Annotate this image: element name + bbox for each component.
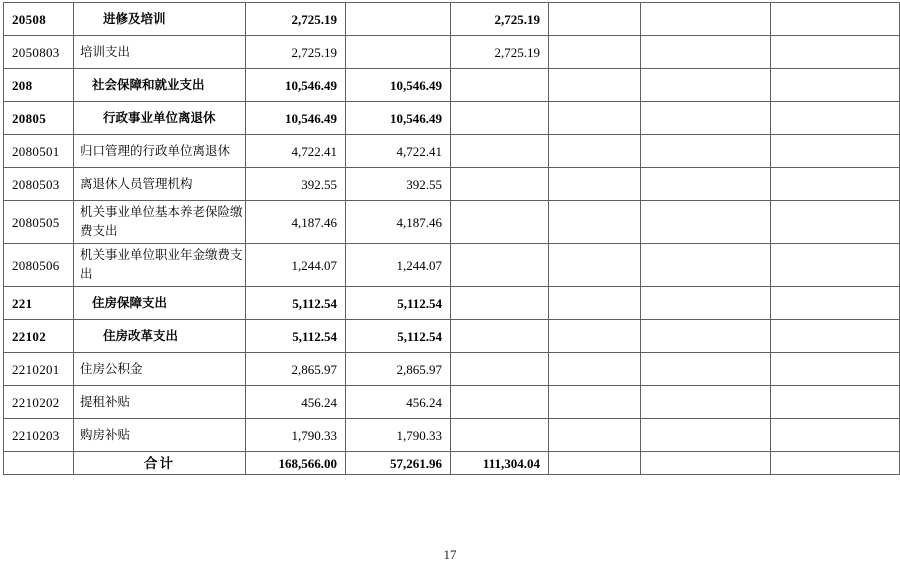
amount-cell-1: 2,865.97 bbox=[246, 353, 346, 386]
empty-cell-1 bbox=[549, 3, 641, 36]
expense-code-cell: 20508 bbox=[4, 3, 74, 36]
expense-name-cell: 行政事业单位离退休 bbox=[74, 102, 246, 135]
amount-cell-2: 5,112.54 bbox=[346, 287, 451, 320]
expense-name-cell: 社会保障和就业支出 bbox=[74, 69, 246, 102]
document-page bbox=[0, 2, 900, 579]
amount-cell-3 bbox=[451, 201, 549, 244]
amount-cell-3 bbox=[451, 320, 549, 353]
empty-cell-2 bbox=[641, 201, 771, 244]
amount-cell-2 bbox=[346, 3, 451, 36]
empty-cell-2 bbox=[641, 69, 771, 102]
amount-cell-2: 2,865.97 bbox=[346, 353, 451, 386]
expense-code-cell: 20805 bbox=[4, 102, 74, 135]
amount-cell-2: 57,261.96 bbox=[346, 452, 451, 475]
amount-cell-3 bbox=[451, 353, 549, 386]
empty-cell-1 bbox=[549, 201, 641, 244]
expense-name-cell: 住房公积金 bbox=[74, 353, 246, 386]
expense-name-cell: 住房保障支出 bbox=[74, 287, 246, 320]
amount-cell-2: 10,546.49 bbox=[346, 69, 451, 102]
empty-cell-3 bbox=[771, 287, 900, 320]
empty-cell-1 bbox=[549, 320, 641, 353]
empty-cell-2 bbox=[641, 3, 771, 36]
empty-cell-3 bbox=[771, 386, 900, 419]
amount-cell-3 bbox=[451, 287, 549, 320]
empty-cell-1 bbox=[549, 102, 641, 135]
empty-cell-3 bbox=[771, 201, 900, 244]
empty-cell-3 bbox=[771, 36, 900, 69]
amount-cell-2: 392.55 bbox=[346, 168, 451, 201]
table-row bbox=[4, 201, 900, 244]
amount-cell-2 bbox=[346, 36, 451, 69]
amount-cell-2: 10,546.49 bbox=[346, 102, 451, 135]
empty-cell-1 bbox=[549, 36, 641, 69]
expense-name-cell: 住房改革支出 bbox=[74, 320, 246, 353]
table-row bbox=[4, 69, 900, 102]
expense-name-cell: 培训支出 bbox=[74, 36, 246, 69]
empty-cell-1 bbox=[549, 168, 641, 201]
expense-code-cell: 2050803 bbox=[4, 36, 74, 69]
empty-cell-2 bbox=[641, 244, 771, 287]
amount-cell-3 bbox=[451, 386, 549, 419]
amount-cell-3 bbox=[451, 244, 549, 287]
expense-code-cell: 2210201 bbox=[4, 353, 74, 386]
amount-cell-1: 10,546.49 bbox=[246, 102, 346, 135]
empty-cell-3 bbox=[771, 320, 900, 353]
expense-code-cell: 2210202 bbox=[4, 386, 74, 419]
expense-name-cell: 提租补贴 bbox=[74, 386, 246, 419]
amount-cell-2: 456.24 bbox=[346, 386, 451, 419]
amount-cell-1: 4,187.46 bbox=[246, 201, 346, 244]
amount-cell-1: 1,244.07 bbox=[246, 244, 346, 287]
amount-cell-3: 2,725.19 bbox=[451, 3, 549, 36]
expense-name-cell: 进修及培训 bbox=[74, 3, 246, 36]
expense-name-cell: 合计 bbox=[74, 452, 246, 475]
empty-cell-2 bbox=[641, 287, 771, 320]
empty-cell-3 bbox=[771, 102, 900, 135]
amount-cell-1: 1,790.33 bbox=[246, 419, 346, 452]
amount-cell-3 bbox=[451, 102, 549, 135]
empty-cell-2 bbox=[641, 353, 771, 386]
table-row bbox=[4, 102, 900, 135]
empty-cell-2 bbox=[641, 452, 771, 475]
amount-cell-2: 5,112.54 bbox=[346, 320, 451, 353]
page-number: 17 bbox=[443, 547, 457, 562]
amount-cell-3 bbox=[451, 168, 549, 201]
budget-table-body bbox=[4, 3, 900, 475]
table-row bbox=[4, 135, 900, 168]
amount-cell-1: 5,112.54 bbox=[246, 320, 346, 353]
expense-code-cell: 2210203 bbox=[4, 419, 74, 452]
table-row bbox=[4, 168, 900, 201]
expense-name-cell: 归口管理的行政单位离退休 bbox=[74, 135, 246, 168]
empty-cell-2 bbox=[641, 320, 771, 353]
expense-code-cell: 2080506 bbox=[4, 244, 74, 287]
empty-cell-1 bbox=[549, 419, 641, 452]
amount-cell-2: 4,722.41 bbox=[346, 135, 451, 168]
expense-name-cell: 机关事业单位职业年金缴费支出 bbox=[74, 244, 246, 287]
expense-code-cell bbox=[4, 452, 74, 475]
empty-cell-1 bbox=[549, 244, 641, 287]
amount-cell-1: 456.24 bbox=[246, 386, 346, 419]
empty-cell-2 bbox=[641, 102, 771, 135]
empty-cell-3 bbox=[771, 3, 900, 36]
table-row bbox=[4, 353, 900, 386]
amount-cell-2: 1,244.07 bbox=[346, 244, 451, 287]
empty-cell-1 bbox=[549, 353, 641, 386]
amount-cell-1: 2,725.19 bbox=[246, 36, 346, 69]
empty-cell-2 bbox=[641, 168, 771, 201]
expense-code-cell: 2080505 bbox=[4, 201, 74, 244]
table-row bbox=[4, 452, 900, 475]
empty-cell-1 bbox=[549, 135, 641, 168]
empty-cell-2 bbox=[641, 135, 771, 168]
expense-code-cell: 2080501 bbox=[4, 135, 74, 168]
table-row bbox=[4, 320, 900, 353]
table-row bbox=[4, 244, 900, 287]
amount-cell-1: 2,725.19 bbox=[246, 3, 346, 36]
budget-table bbox=[3, 2, 900, 475]
empty-cell-3 bbox=[771, 244, 900, 287]
empty-cell-3 bbox=[771, 419, 900, 452]
empty-cell-3 bbox=[771, 135, 900, 168]
amount-cell-1: 5,112.54 bbox=[246, 287, 346, 320]
empty-cell-3 bbox=[771, 353, 900, 386]
empty-cell-3 bbox=[771, 452, 900, 475]
amount-cell-2: 1,790.33 bbox=[346, 419, 451, 452]
empty-cell-3 bbox=[771, 168, 900, 201]
amount-cell-3: 2,725.19 bbox=[451, 36, 549, 69]
expense-code-cell: 208 bbox=[4, 69, 74, 102]
amount-cell-1: 168,566.00 bbox=[246, 452, 346, 475]
empty-cell-2 bbox=[641, 419, 771, 452]
expense-code-cell: 221 bbox=[4, 287, 74, 320]
empty-cell-1 bbox=[549, 452, 641, 475]
table-row bbox=[4, 36, 900, 69]
amount-cell-3 bbox=[451, 135, 549, 168]
expense-code-cell: 22102 bbox=[4, 320, 74, 353]
expense-name-cell: 机关事业单位基本养老保险缴费支出 bbox=[74, 201, 246, 244]
amount-cell-3: 111,304.04 bbox=[451, 452, 549, 475]
table-row bbox=[4, 386, 900, 419]
expense-code-cell: 2080503 bbox=[4, 168, 74, 201]
amount-cell-1: 392.55 bbox=[246, 168, 346, 201]
table-row bbox=[4, 3, 900, 36]
table-row bbox=[4, 419, 900, 452]
amount-cell-1: 10,546.49 bbox=[246, 69, 346, 102]
expense-name-cell: 购房补贴 bbox=[74, 419, 246, 452]
expense-name-cell: 离退休人员管理机构 bbox=[74, 168, 246, 201]
empty-cell-1 bbox=[549, 287, 641, 320]
empty-cell-1 bbox=[549, 69, 641, 102]
empty-cell-1 bbox=[549, 386, 641, 419]
amount-cell-1: 4,722.41 bbox=[246, 135, 346, 168]
amount-cell-2: 4,187.46 bbox=[346, 201, 451, 244]
empty-cell-2 bbox=[641, 386, 771, 419]
empty-cell-2 bbox=[641, 36, 771, 69]
empty-cell-3 bbox=[771, 69, 900, 102]
amount-cell-3 bbox=[451, 69, 549, 102]
table-row bbox=[4, 287, 900, 320]
amount-cell-3 bbox=[451, 419, 549, 452]
